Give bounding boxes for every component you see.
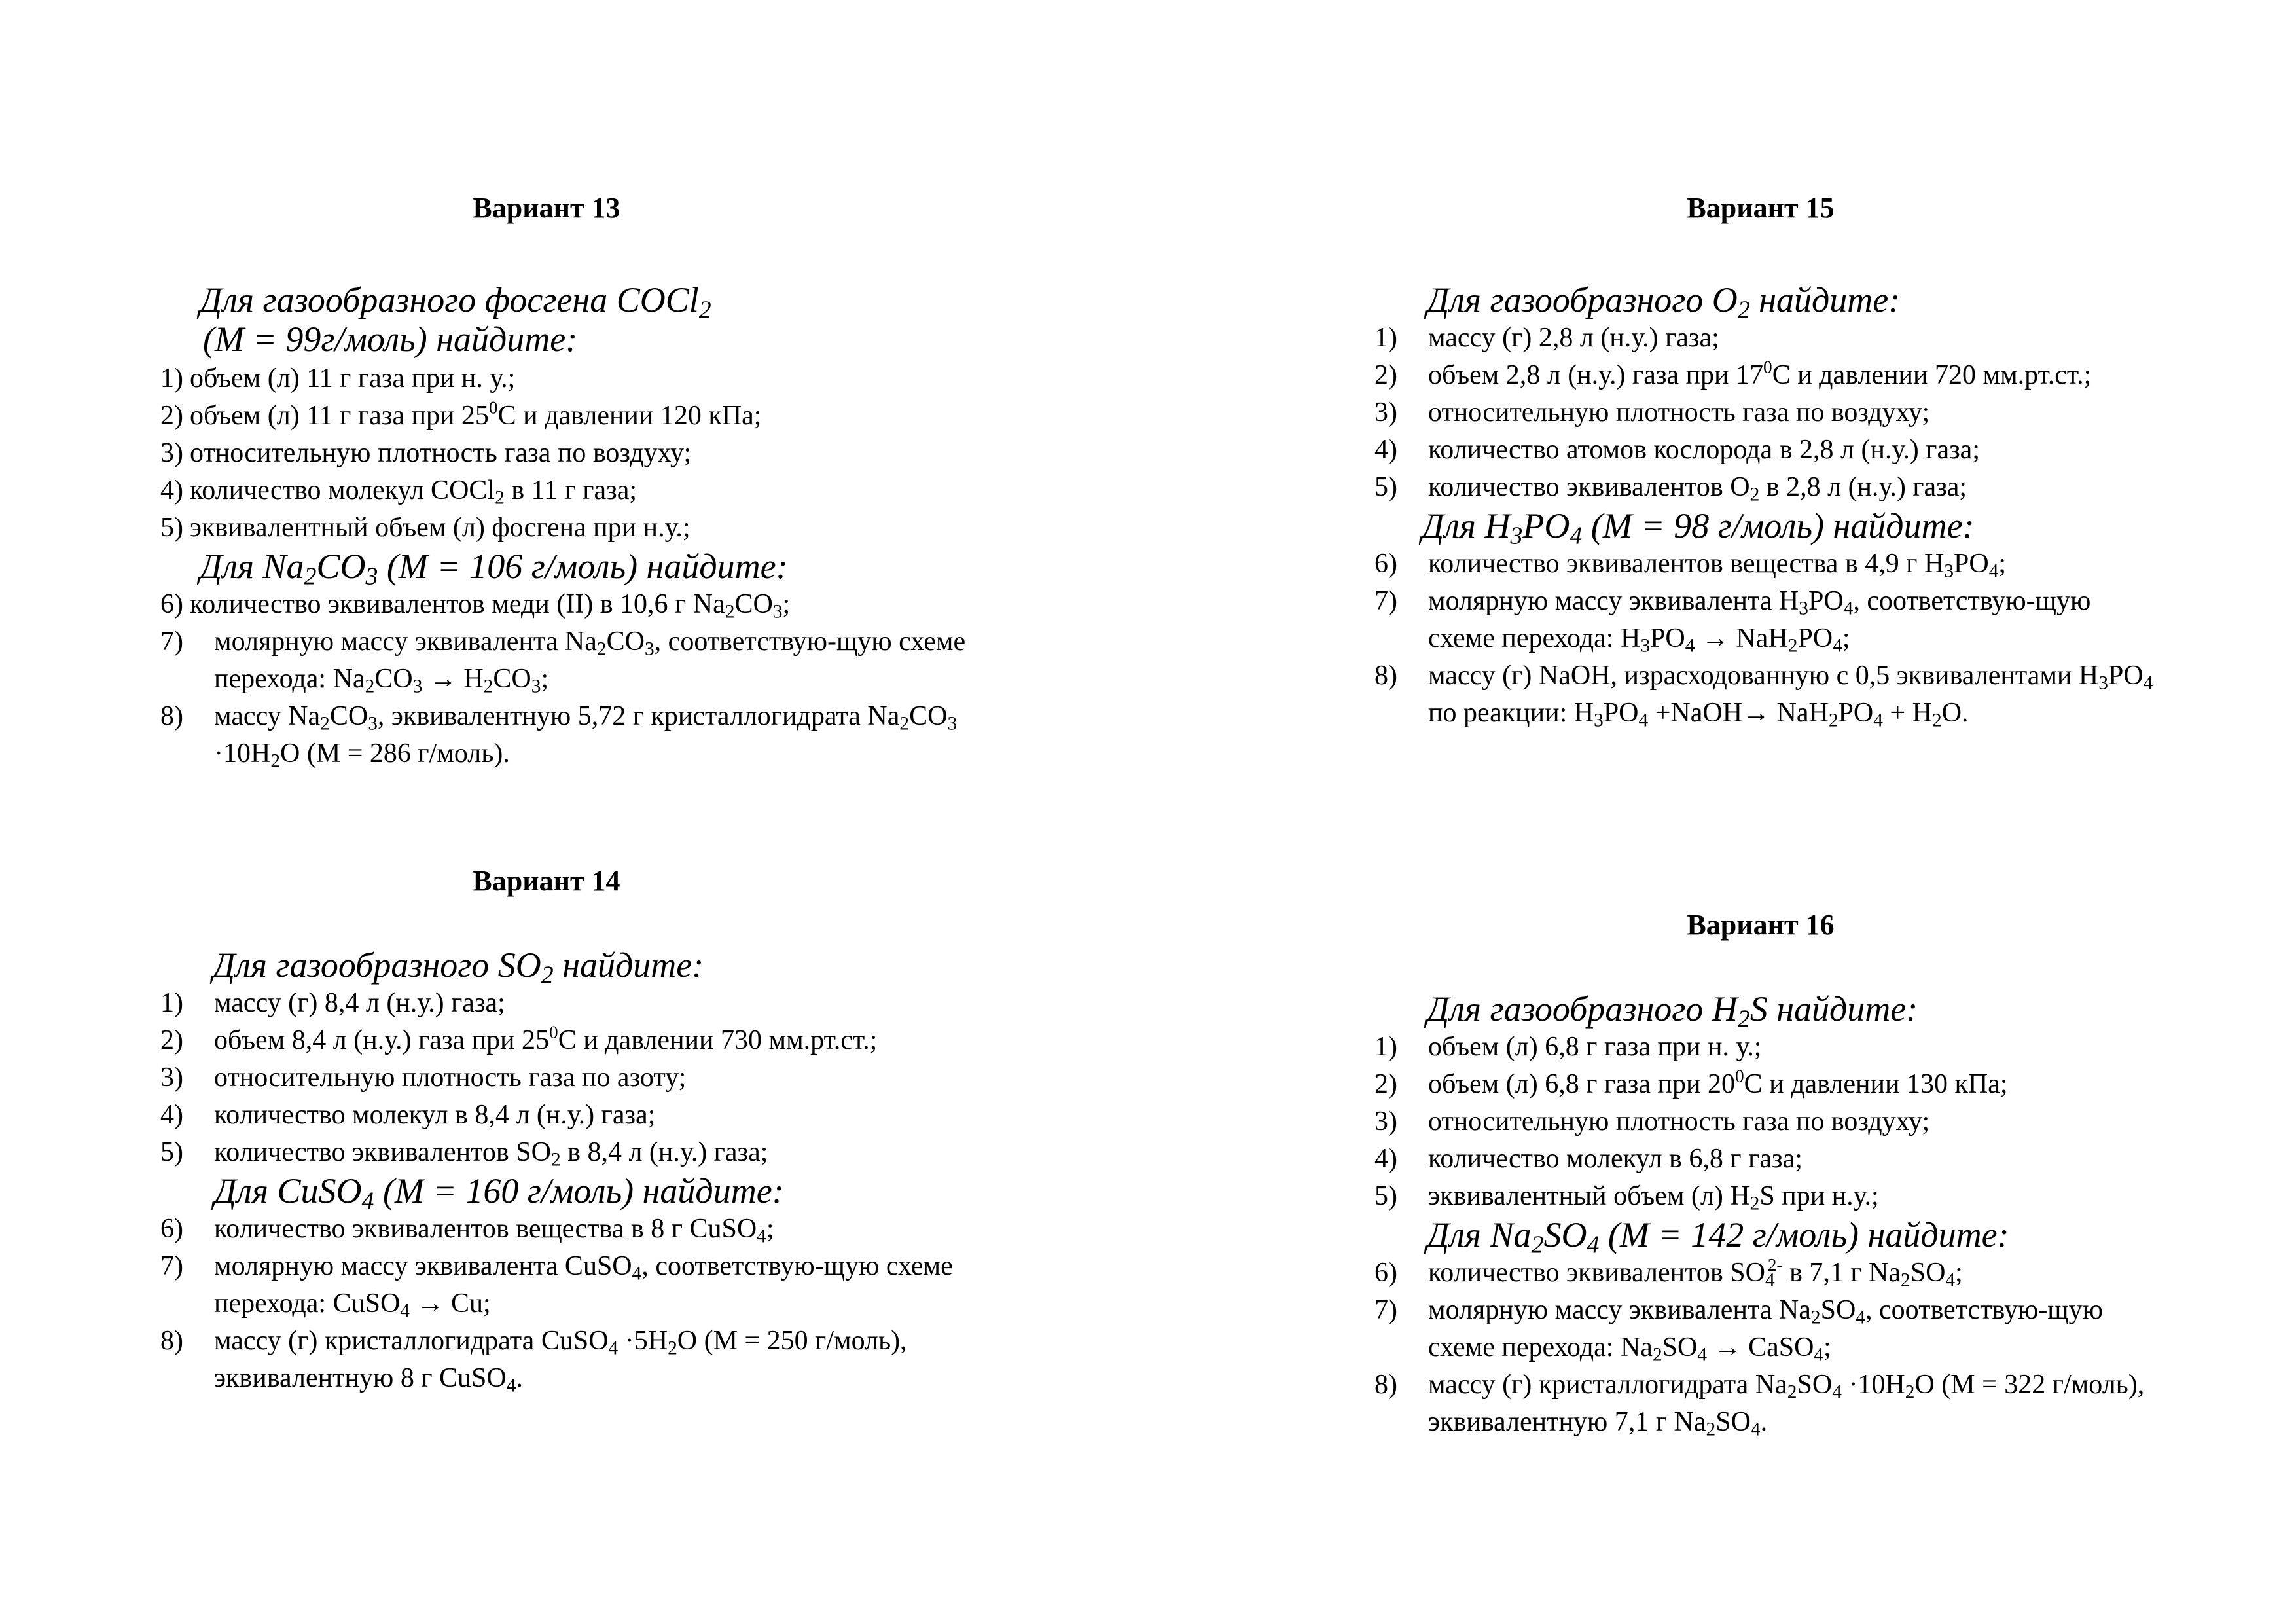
list-item: 7) молярную массу эквивалента CuSO$_4$, соответствую-щую схеме перехода: CuSO$_4$ → Cu; xyxy=(160,1251,953,1322)
list-item: 6) количество эквивалентов вещества в 8 г CuSO$_4$; xyxy=(160,1214,774,1247)
list-item: 3) относительную плотность газа по воздуху; xyxy=(1374,397,1930,428)
list-item: 8) массу $Na_2CO_3$, эквивалентную 5,72 г кристаллогидрата $Na_2CO_3 \cdot 10H_2O$ (М = 286 г/моль). xyxy=(160,701,958,772)
list-item: 3) относительную плотность газа по воздуху; xyxy=(160,438,692,468)
list-item: 7) молярную массу эквивалента $Na_2SO_4$, соответствую-щую схеме перехода: $Na_2SO_4$ → CaSO$_4$; xyxy=(1374,1295,2104,1366)
list-item: 1) объем (л) 6,8 г газа при н. у.; xyxy=(1374,1032,1762,1062)
list-item: 3) относительную плотность газа по азоту; xyxy=(160,1063,687,1093)
variant-13 xyxy=(160,190,998,773)
list-item: 5) эквивалентный объем (л) $H_2S$ при н.у.; xyxy=(1374,1181,1879,1214)
list-item: 1) массу (г) 2,8 л (н.у.) газа; xyxy=(1374,323,1719,353)
section-heading: Для $Na_2SO_4$ (М = 142 г/моль) найдите: xyxy=(1427,1215,2009,1259)
list-item: 8) массу (г) кристаллогидрата CuSO$_4$ $\cdot 5H_2O$ (М = 250 г/моль), эквивалентную 8 г CuSO$_4$. xyxy=(160,1326,907,1396)
section-heading: Для $H_3PO_4$ (М = 98 г/моль) найдите: xyxy=(1422,506,1975,550)
task-list xyxy=(1374,1029,2212,1215)
section-heading: Для газообразного $H_2S$ найдите: xyxy=(1427,989,1918,1033)
task-list xyxy=(1374,319,2212,506)
list-item: 2) объем (л) 6,8 г газа при $20^0С$ и давлении 130 кПа; xyxy=(1374,1066,2008,1099)
list-item: 5) количество эквивалентов $O_2$ в 2,8 л (н.у.) газа; xyxy=(1374,472,1967,505)
list-item: 1) объем (л) 11 г газа при н. у.; xyxy=(160,363,516,393)
task-list xyxy=(160,985,998,1171)
list-item: 6) количество эквивалентов $SO_4^{2-}$ в 7,1 г $Na_2SO_4$; xyxy=(1374,1254,1963,1291)
variant-title: Вариант 15 xyxy=(1687,192,1835,224)
section-heading: Для CuSO$_4$ (М = 160 г/моль) найдите: xyxy=(214,1171,784,1215)
variant-title: Вариант 13 xyxy=(473,192,620,224)
section-heading: Для газообразного фосгена COCl$_2$ xyxy=(200,280,711,324)
list-item: 8) массу (г) кристаллогидрата $Na_2SO_4 \cdot 10H_2O$ (М = 322 г/моль), эквивалентную 7,1 г $Na_2SO_4$. xyxy=(1374,1370,2145,1440)
section-heading: Для газообразного $O_2$ найдите: xyxy=(1427,280,1901,324)
list-item: 7) молярную массу эквивалента $Na_2CO_3$, соответствую-щую схеме перехода: $Na_2CO_3 \to H_2CO_3$; xyxy=(160,627,966,697)
list-item: 4) количество молекул в 8,4 л (н.у.) газа; xyxy=(160,1100,656,1130)
variant-title: Вариант 16 xyxy=(1687,909,1835,941)
task-list xyxy=(160,1211,998,1397)
list-item: 6) количество эквивалентов вещества в 4,9 г $H_3PO_4$; xyxy=(1374,549,2007,582)
list-item: 8) массу (г) NaOH, израсходованную с 0,5 эквивалентами $H_3PO_4$ по реакции: $H_3PO_4$ +NaOH→ $NaH_2PO_4 + H_2O$. xyxy=(1374,661,2153,731)
variant-title: Вариант 14 xyxy=(473,865,620,897)
list-item: 4) количество молекул в 6,8 г газа; xyxy=(1374,1144,1803,1174)
list-item: 5) эквивалентный объем (л) фосгена при н.у.; xyxy=(160,513,691,543)
task-list xyxy=(1374,545,2212,732)
task-list xyxy=(160,360,998,547)
variant-14 xyxy=(160,863,998,1397)
list-item: 7) молярную массу эквивалента $H_3PO_4$, соответствую-щую схеме перехода: $H_3PO_4 \to NaH_2PO_4$; xyxy=(1374,586,2091,657)
list-item: 2) объем 2,8 л (н.у.) газа при $17^0С$ и давлении 720 мм.рт.ст.; xyxy=(1374,357,2092,390)
list-item: 2) объем (л) 11 г газа при $25^0С$ и давлении 120 кПа; xyxy=(160,397,762,431)
variant-15 xyxy=(1374,190,2212,732)
section-heading: Для $Na_2CO_3$ (М = 106 г/моль) найдите: xyxy=(200,547,788,591)
task-list xyxy=(160,586,998,773)
list-item: 2) объем 8,4 л (н.у.) газа при $25^0С$ и давлении 730 мм.рт.ст.; xyxy=(160,1022,878,1055)
list-item: 1) массу (г) 8,4 л (н.у.) газа; xyxy=(160,988,505,1018)
list-item: 4) количество атомов кослорода в 2,8 л (н.у.) газа; xyxy=(1374,435,1980,465)
list-item: 5) количество эквивалентов $SO_2$ в 8,4 л (н.у.) газа; xyxy=(160,1137,768,1171)
list-item: 4) количество молекул COCl$_2$ в 11 г газа; xyxy=(160,475,637,509)
section-heading: Для газообразного $SO_2$ найдите: xyxy=(213,945,704,989)
list-item: 3) относительную плотность газа по воздуху; xyxy=(1374,1106,1930,1137)
task-list xyxy=(1374,1254,2212,1441)
section-heading: (М = 99г/моль) найдите: xyxy=(203,319,578,359)
variant-16 xyxy=(1374,907,2212,1441)
list-item: 6) количество эквивалентов меди (II) в 10,6 г $Na_2CO_3$; xyxy=(160,589,791,623)
